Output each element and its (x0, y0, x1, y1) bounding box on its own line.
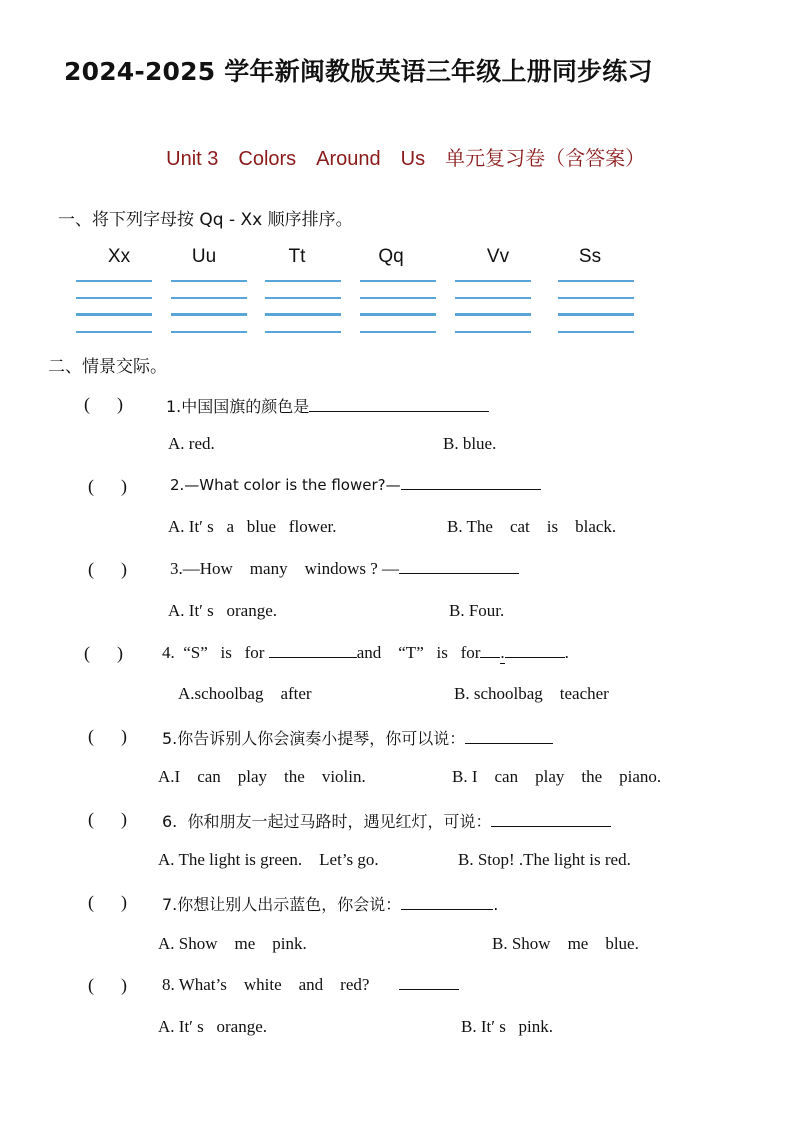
question-6-text: 6. 你和朋友一起过马路时，遇见红灯，可说： (162, 812, 492, 831)
answer-paren-3[interactable]: ( ) (88, 559, 127, 579)
question-4-text-post: . (500, 643, 505, 662)
option-4a: A.schoolbag after (178, 684, 312, 703)
blank-5[interactable] (465, 743, 553, 744)
blank-4a[interactable] (269, 657, 357, 658)
option-8a: A. It′ s orange. (158, 1017, 267, 1036)
answer-paren-7[interactable]: ( ) (88, 892, 127, 912)
answer-paren-8[interactable]: ( ) (88, 975, 127, 995)
option-2b: B. The cat is black. (447, 517, 617, 536)
letter-ss: Ss (578, 246, 602, 267)
answer-paren-6[interactable]: ( ) (88, 809, 127, 829)
section2-heading: 二、情景交际。 (48, 357, 167, 377)
option-4b: B. schoolbag teacher (454, 684, 609, 703)
question-7-text: 7.你想让别人出示蓝色，你会说： (162, 895, 402, 914)
letter-qq: Qq (378, 246, 404, 267)
subtitle-around: Around (316, 148, 381, 170)
blank-8[interactable] (399, 989, 459, 990)
question-4-text-mid: and “T” is for (356, 643, 481, 662)
question-4: 4. “S” is for and “T” is for . . (162, 643, 569, 662)
blank-3[interactable] (399, 573, 519, 574)
blank-7[interactable] (401, 909, 493, 910)
question-6 (162, 809, 611, 832)
question-8-text: 8. What’s white and red? (162, 975, 370, 994)
option-3a: A. It′ s orange. (168, 601, 277, 620)
writing-lines-1[interactable] (76, 280, 152, 334)
letter-tt: Tt (288, 246, 306, 267)
blank-4c[interactable] (505, 657, 565, 658)
writing-lines-5[interactable] (455, 280, 531, 334)
blank-2[interactable] (401, 489, 541, 490)
answer-paren-5[interactable]: ( ) (88, 726, 127, 746)
answer-paren-2[interactable]: ( ) (88, 476, 127, 496)
option-6b: B. Stop! .The light is red. (458, 850, 631, 869)
question-4-text-pre: 4. “S” is for (162, 643, 269, 662)
question-3-text: 3.—How many windows ? — (170, 559, 400, 578)
letter-xx: Xx (107, 246, 131, 267)
option-8b: B. It′ s pink. (461, 1017, 554, 1036)
option-7b: B. Show me blue. (492, 934, 639, 953)
question-3 (170, 559, 519, 579)
blank-4b[interactable] (480, 657, 500, 658)
option-7a: A. Show me pink. (158, 934, 307, 953)
question-7-text-post: . (493, 895, 499, 914)
blank-6[interactable] (491, 826, 611, 827)
page-subtitle (155, 119, 645, 171)
answer-paren-4[interactable]: ( ) (84, 643, 123, 663)
question-8 (162, 975, 459, 995)
answer-paren-1[interactable]: ( ) (84, 394, 123, 414)
writing-lines-4[interactable] (360, 280, 436, 334)
page-title: 2024-2025 学年新闽教版英语三年级上册同步练习 (64, 57, 653, 86)
option-1b: B. blue. (443, 434, 497, 453)
question-5-text: 5.你告诉别人你会演奏小提琴，你可以说： (162, 729, 466, 748)
subtitle-unit: Unit 3 (166, 148, 219, 170)
question-7 (162, 892, 498, 915)
option-2a: A. It′ s a blue flower. (168, 517, 337, 536)
question-2-text: 2.—What color is the flower?— (170, 476, 401, 494)
option-5b: B. I can play the piano. (452, 767, 662, 786)
blank-1[interactable] (309, 411, 489, 412)
question-1 (166, 394, 489, 417)
question-1-text: 1.中国国旗的颜色是 (166, 397, 310, 416)
option-1a: A. red. (168, 434, 215, 453)
writing-lines-3[interactable] (265, 280, 341, 334)
option-6a: A. The light is green. Let’s go. (158, 850, 379, 869)
section1-heading: 一、将下列字母按 Qq - Xx 顺序排序。 (58, 210, 353, 230)
question-2 (170, 476, 541, 494)
writing-lines-6[interactable] (558, 280, 634, 334)
subtitle-chinese: 单元复习卷（含答案） (445, 148, 646, 170)
subtitle-colors: Colors (238, 148, 297, 170)
subtitle-us: Us (400, 148, 426, 170)
letter-vv: Vv (486, 246, 510, 267)
question-5 (162, 726, 553, 749)
writing-lines-2[interactable] (171, 280, 247, 334)
letter-uu: Uu (191, 246, 217, 267)
option-3b: B. Four. (449, 601, 505, 620)
option-5a: A.I can play the violin. (158, 767, 366, 786)
